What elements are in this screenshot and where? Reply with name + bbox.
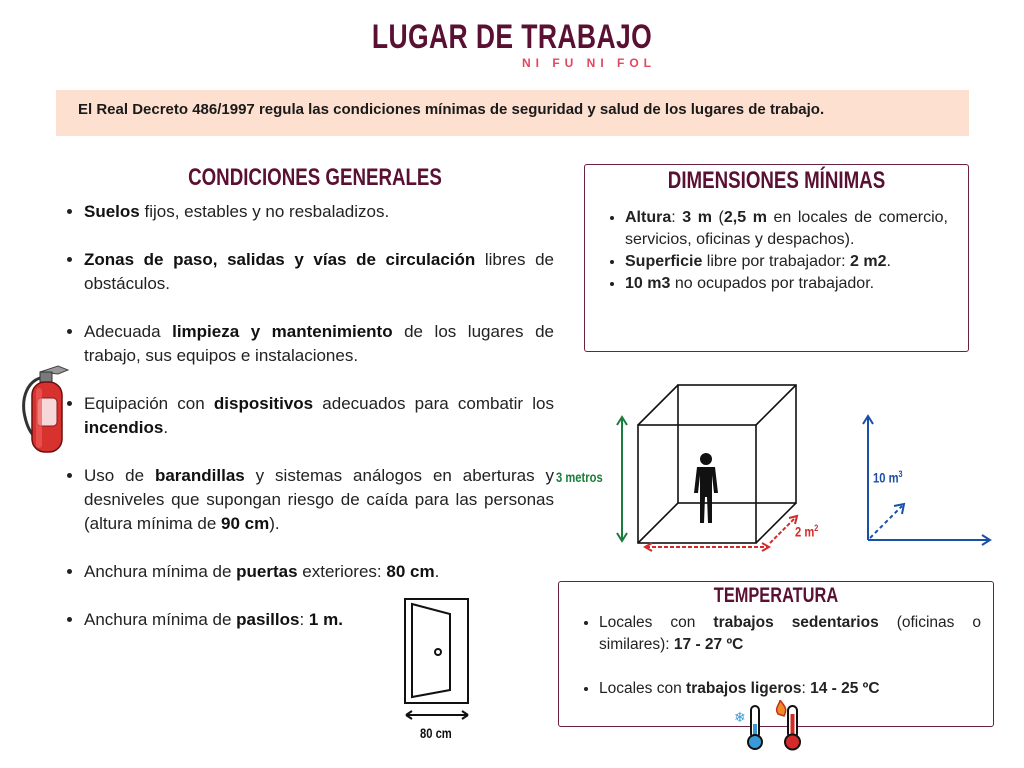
list-item: • Altura: 3 m (2,5 m en locales de comercio, servicios, oficinas y despachos).: [625, 207, 948, 251]
list-item: • Adecuada limpieza y mantenimiento de los lugares de trabajo, sus equipos e instalaciones.: [84, 320, 554, 368]
general-list: [62, 200, 554, 656]
list-item: • Suelos fijos, estables y no resbaladizos.: [84, 200, 554, 224]
intro-banner: El Real Decreto 486/1997 regula las condiciones mínimas de seguridad y salud de los lugares de trabajo.: [56, 90, 969, 136]
list-item: • Superficie libre por trabajador: 2 m2.: [625, 251, 948, 273]
list-item: • Equipación con dispositivos adecuados para combatir los incendios.: [84, 392, 554, 440]
list-item: • Anchura mínima de pasillos: 1 m.: [84, 608, 554, 632]
list-item: • 10 m3 no ocupados por trabajador.: [625, 273, 948, 295]
dimensions-list: [585, 207, 968, 295]
volume-label: 10 $m^3$: [873, 469, 903, 486]
list-item: • Locales con trabajos sedentarios (oficinas o similares): 17 - 27 ºC: [599, 612, 981, 656]
hot-thermometer-icon: [770, 700, 810, 752]
fire-extinguisher-icon: [18, 362, 74, 456]
svg-text:❄: ❄: [734, 710, 746, 726]
page-title: LUGAR DE TRABAJO: [371, 18, 653, 56]
list-item: • Locales con trabajos ligeros: 14 - 25 ºC: [599, 678, 981, 700]
list-item: • Anchura mínima de puertas exteriores: 80 cm.: [84, 560, 554, 584]
list-item: • Uso de barandillas y sistemas análogos en aberturas y desniveles que supongan riesgo de caída para las personas (altura mínima de 90 cm).: [84, 464, 554, 536]
person-icon: [694, 453, 718, 523]
temperature-heading: TEMPERATURA: [713, 584, 839, 607]
general-heading: CONDICIONES GENERALES: [188, 164, 442, 191]
door-icon: [398, 594, 478, 722]
dimensions-heading: DIMENSIONES MÍNIMAS: [667, 167, 886, 194]
area-label: 2 $m^2$: [795, 523, 819, 540]
list-item: • Zonas de paso, salidas y vías de circulación libres de obstáculos.: [84, 248, 554, 296]
dimensions-box: [584, 164, 969, 352]
door-width-label: 80 cm: [420, 725, 452, 741]
page-subtitle: NI FU NI FOL: [522, 56, 656, 70]
cold-thermometer-icon: [734, 702, 770, 752]
height-label: 3 metros: [556, 469, 603, 485]
temperature-list: [559, 612, 993, 700]
